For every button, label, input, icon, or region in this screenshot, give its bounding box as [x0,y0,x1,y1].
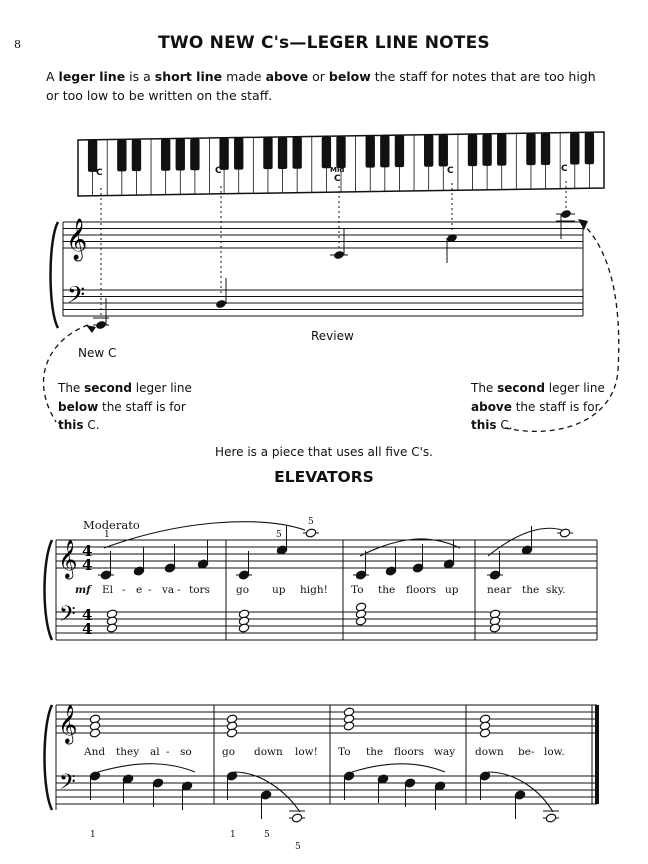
lyric-syllable: the [522,584,540,596]
lyric-syllable: near [487,584,512,596]
black-key [439,135,448,167]
intro-paragraph: A leger line is a short line made above or below the staff for notes that are too high or too low to be written on the staff. [46,69,596,103]
lyric-syllable: floors [406,584,437,596]
black-key [424,135,433,167]
key-label-mid: Mid [330,166,345,174]
fingering: 5 [295,842,301,852]
note-head [89,728,100,738]
lyric-syllable: down [475,746,504,758]
black-key [263,137,272,169]
black-key [176,139,185,171]
note-head [238,623,249,633]
treble-clef: 𝄞 [58,704,78,743]
black-key [395,135,404,167]
bass-clef: 𝄢 [59,770,76,800]
lyric-hyphen: - [166,746,170,758]
fingering: 1 [90,830,96,840]
lyric-hyphen: - [148,584,152,596]
key-note-guides [101,181,566,318]
black-key [468,134,477,166]
lyric-hyphen: - [531,746,535,758]
time-sig-bottom: 4 [82,556,93,574]
lyric-syllable: To [351,584,364,596]
fingering: 5 [308,517,314,527]
page-number: 8 [14,38,21,51]
key-label-c5: C [561,164,568,174]
lyric-syllable: the [366,746,384,758]
black-key [161,139,170,171]
lyric-syllable: El [102,584,114,596]
time-sig-top: 4 [82,542,93,560]
note-head [291,813,302,823]
lyric-syllable: tors [189,584,210,596]
lyric-syllable: the [378,584,396,596]
key-label-c1: C [96,168,103,178]
fingering: 1 [104,530,110,540]
music-system-1 [45,522,598,640]
lyric-syllable: go [222,746,236,758]
note-head [489,623,500,633]
lyric-syllable: low. [544,746,565,758]
right-explanation: The second leger line above the staff is for this C. [471,381,605,432]
black-key [336,136,345,168]
key-label-c4: C [447,166,454,176]
lyric-syllable: go [236,584,250,596]
bass-clef: 𝄢 [59,602,76,632]
lyric-syllable: up [445,584,459,596]
lyric-syllable: To [338,746,351,758]
page-title: TWO NEW C's—LEGER LINE NOTES [158,33,490,53]
piece-title: ELEVATORS [274,468,374,486]
lyric-syllable: low! [295,746,318,758]
black-key [190,138,199,170]
lyric-hyphen: - [122,584,126,596]
fingering: 1 [230,830,236,840]
note-head [106,623,117,633]
black-key [526,133,535,165]
black-key [541,133,550,165]
black-key [292,137,301,169]
lyric-syllable: be [518,746,531,758]
music-system-2 [45,704,600,823]
lyric-hyphen: - [177,584,181,596]
lyric-syllable: up [272,584,286,596]
treble-clef: 𝄞 [58,539,78,578]
black-key [117,139,126,171]
black-key [132,139,141,171]
fingering: 5 [276,530,282,540]
note-head [343,721,354,731]
treble-clef: 𝄞 [66,219,88,260]
bass-clef: 𝄢 [67,281,86,314]
black-key [234,138,243,170]
note-head [305,528,316,538]
left-explanation: The second leger line below the staff is for this C. [58,381,192,432]
lyric-syllable: al [150,746,160,758]
lyric-syllable: high! [300,584,328,596]
lyric-syllable: sky. [546,584,566,596]
new-c-label: New C [78,346,117,360]
black-key [380,135,389,167]
lyric-syllable: va [162,584,175,596]
fingering: 5 [264,830,270,840]
review-label: Review [311,329,354,343]
lyric-syllable: they [116,746,140,758]
note-head [479,728,490,738]
lyric-syllable: so [180,746,192,758]
tempo-marking: Moderato [83,518,140,532]
piano-keyboard [78,132,604,196]
dynamic-marking: mf [75,584,91,596]
note-head [355,616,366,626]
black-key [497,134,506,166]
black-key [585,132,594,164]
black-key [570,133,579,165]
key-label-c3: C [334,174,341,184]
time-sig-bottom: 4 [82,620,93,638]
key-label-c2: C [215,166,222,176]
black-key [322,136,331,168]
lyric-syllable: e [136,584,143,596]
note-head [545,813,556,823]
lyric-syllable: down [254,746,283,758]
note-head [226,728,237,738]
piece-intro: Here is a piece that uses all five C's. [215,445,433,459]
black-key [482,134,491,166]
black-key [366,136,375,168]
lyric-syllable: And [84,746,106,758]
lyric-syllable: floors [394,746,425,758]
time-sig-top: 4 [82,606,93,624]
black-key [278,137,287,169]
lyric-syllable: way [434,746,456,758]
